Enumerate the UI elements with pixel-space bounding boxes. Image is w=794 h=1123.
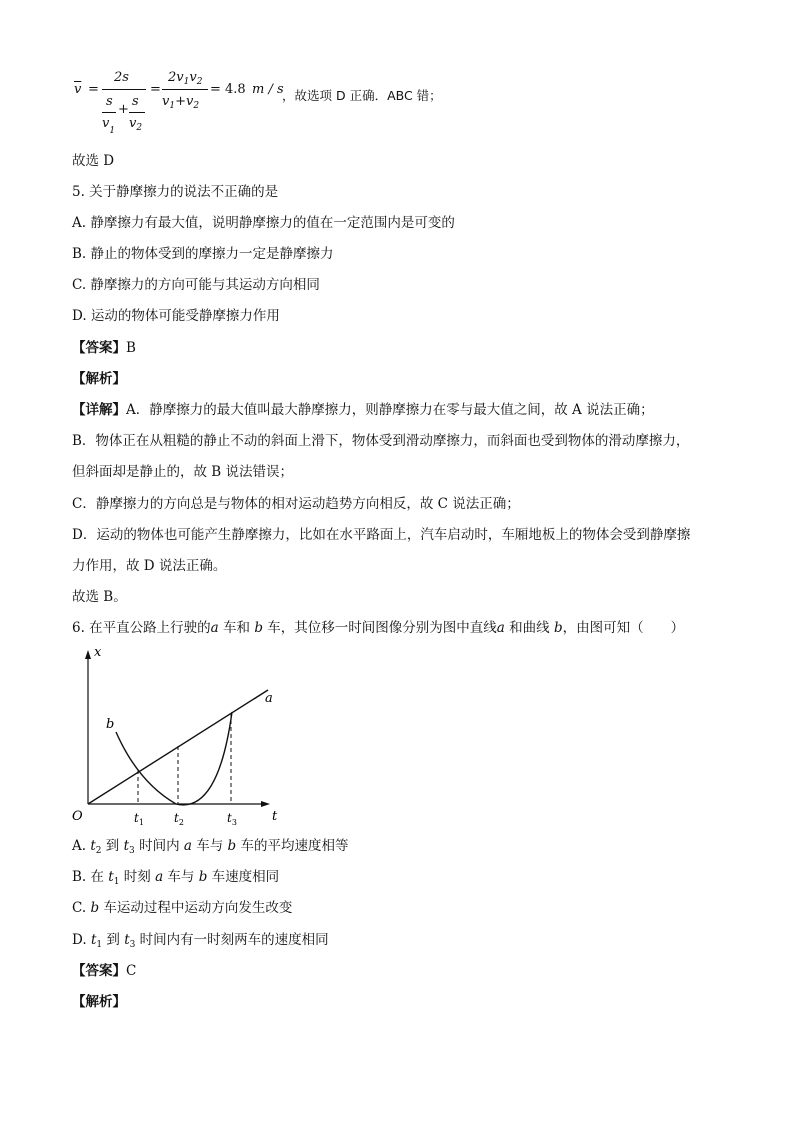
q5-option-d: D. 运动的物体可能受静摩擦力作用: [72, 308, 280, 324]
unit: m / s: [252, 82, 284, 97]
fraction-bar-main: [102, 89, 146, 90]
q5-option-a: A. 静摩擦力有最大值，说明静摩擦力的值在一定范围内是可变的: [72, 215, 455, 231]
plus-sign: +: [118, 102, 129, 117]
q5-analysis-heading: 【解析】: [72, 371, 126, 387]
result-value: = 4.8: [210, 82, 246, 97]
fraction-bar-2: [162, 89, 208, 90]
formula-conclusion: ，故选项 D 正确．ABC 错；: [282, 88, 442, 103]
x-axis-label: t: [272, 809, 278, 824]
curve-b: [116, 712, 232, 805]
q6-option-c: C. b 车运动过程中运动方向发生改变: [72, 900, 293, 916]
fraction-bar-s1: [102, 112, 116, 113]
den-v2: $v_2$: [129, 116, 143, 133]
q6-answer: 【答案】C: [72, 963, 137, 979]
q6-analysis-heading: 【解析】: [72, 994, 126, 1010]
q5-choice: 故选 B。: [72, 589, 127, 605]
q5-option-b: B. 静止的物体受到的摩擦力一定是静摩擦力: [72, 246, 334, 262]
line-a-label: a: [265, 691, 273, 706]
q6-option-a: A. $t_2$ 到 $t_3$ 时间内 a 车与 b 车的平均速度相等: [72, 838, 349, 856]
y-axis-label: x: [94, 645, 102, 660]
origin-label: O: [72, 809, 83, 824]
q5-detail-d-line1: D．运动的物体也可能产生静摩擦力，比如在水平路面上，汽车启动时，车厢地板上的物体会受到静摩擦: [72, 527, 691, 543]
average-velocity-formula: [72, 66, 492, 136]
equals-sign-2: =: [150, 82, 161, 97]
q5-detail-d-line2: 力作用，故 D 说法正确。: [72, 558, 227, 574]
q5-answer: 【答案】B: [72, 340, 136, 356]
fraction-bar-s2: [129, 112, 145, 113]
q5-detail-a: 【详解】A．静摩擦力的最大值叫最大静摩擦力，则静摩擦力在零与最大值之间，故 A 说法正确；: [72, 402, 654, 418]
q6-option-b: B. 在 $t_1$ 时刻 a 车与 b 车速度相同: [72, 869, 280, 887]
position-time-graph: [68, 642, 288, 832]
equals-sign: =: [88, 82, 99, 97]
q5-detail-b-line1: B．物体正在从粗糙的静止不动的斜面上滑下，物体受到滑动摩擦力，而斜面也受到物体的滑动摩擦力，: [72, 433, 690, 449]
q5-option-c: C. 静摩擦力的方向可能与其运动方向相同: [72, 277, 320, 293]
q5-detail-b-line2: 但斜面却是静止的，故 B 说法错误；: [72, 464, 294, 480]
t3-label: $t_3$: [227, 811, 237, 827]
denominator-v1-plus-v2: $v_1+v_2$: [162, 94, 200, 111]
den-s2: s: [132, 94, 139, 109]
v-bar: $\overline{v}$: [74, 82, 82, 97]
x-axis-arrow: [261, 801, 270, 807]
y-axis-arrow: [85, 650, 91, 659]
t1-label: $t_1$: [134, 811, 144, 827]
curve-b-label: b: [106, 717, 115, 732]
t2-label: $t_2$: [174, 811, 184, 827]
q6-option-d: D. $t_1$ 到 $t_3$ 时间内有一时刻两车的速度相同: [72, 932, 329, 950]
numerator-2s: 2s: [114, 70, 129, 85]
q5-stem: 5. 关于静摩擦力的说法不正确的是: [72, 184, 279, 200]
q5-detail-c: C．静摩擦力的方向总是与物体的相对运动趋势方向相反，故 C 说法正确；: [72, 496, 520, 512]
q6-stem: 6. 在平直公路上行驶的a 车和 b 车，其位移一时间图像分别为图中直线a 和曲线 b，由图可知（ ）: [72, 620, 685, 636]
den-s1: s: [106, 94, 113, 109]
numerator-2v1v2: $2v_1v_2$: [168, 70, 203, 87]
q4-choice: 故选 D: [72, 153, 115, 169]
den-v1: $v_1$: [102, 116, 116, 136]
